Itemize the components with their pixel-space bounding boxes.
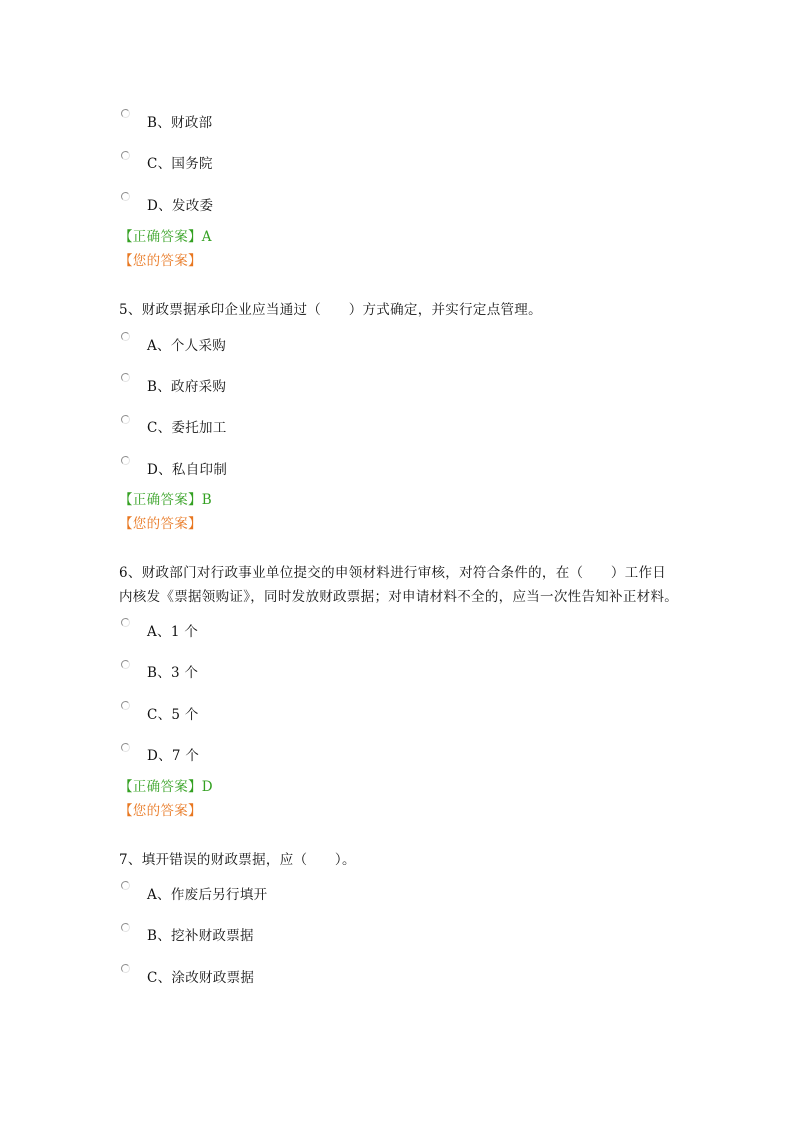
radio-q6-d[interactable] bbox=[121, 743, 130, 752]
option-q7-b: B、挖补财政票据 bbox=[147, 928, 254, 944]
your-answer-q4: 【您的答案】 bbox=[119, 253, 202, 269]
radio-q7-b[interactable] bbox=[121, 923, 130, 932]
radio-q6-c[interactable] bbox=[121, 701, 130, 710]
radio-q7-a[interactable] bbox=[121, 881, 130, 890]
radio-q4-d[interactable] bbox=[121, 192, 130, 201]
radio-q5-d[interactable] bbox=[121, 456, 130, 465]
your-answer-q5: 【您的答案】 bbox=[119, 516, 202, 532]
option-q6-b: B、3 个 bbox=[147, 665, 199, 681]
option-q6-d: D、7 个 bbox=[147, 748, 200, 764]
radio-q5-b[interactable] bbox=[121, 373, 130, 382]
option-q5-b: B、政府采购 bbox=[147, 379, 227, 395]
your-answer-q6: 【您的答案】 bbox=[119, 803, 202, 819]
option-q4-b: B、财政部 bbox=[147, 115, 213, 131]
radio-q4-c[interactable] bbox=[121, 151, 130, 160]
radio-q5-a[interactable] bbox=[121, 332, 130, 341]
option-q7-c: C、涂改财政票据 bbox=[147, 970, 255, 986]
radio-q7-c[interactable] bbox=[121, 964, 130, 973]
radio-q5-c[interactable] bbox=[121, 415, 130, 424]
option-q6-c: C、5 个 bbox=[147, 707, 199, 723]
question-6-stem-line2: 内核发《票据领购证》，同时发放财政票据；对申请材料不全的，应当一次性告知补正材料。 bbox=[119, 589, 679, 605]
correct-answer-q5: 【正确答案】B bbox=[119, 492, 213, 508]
question-5-stem: 5、财政票据承印企业应当通过（ ）方式确定，并实行定点管理。 bbox=[119, 302, 542, 318]
option-q6-a: A、1 个 bbox=[147, 624, 199, 640]
option-q5-a: A、个人采购 bbox=[147, 338, 227, 354]
question-7-stem: 7、填开错误的财政票据，应（ ）。 bbox=[119, 852, 356, 868]
correct-answer-q4: 【正确答案】A bbox=[119, 229, 212, 245]
question-6-stem-line1: 6、财政部门对行政事业单位提交的申领材料进行审核，对符合条件的，在（ ）工作日 bbox=[119, 565, 667, 581]
radio-q6-b[interactable] bbox=[121, 660, 130, 669]
correct-answer-q6: 【正确答案】D bbox=[119, 779, 213, 795]
radio-q4-b[interactable] bbox=[121, 109, 130, 118]
option-q4-c: C、国务院 bbox=[147, 156, 213, 172]
option-q5-d: D、私自印制 bbox=[147, 462, 228, 478]
radio-q6-a[interactable] bbox=[121, 618, 130, 627]
option-q5-c: C、委托加工 bbox=[147, 420, 227, 436]
option-q7-a: A、作废后另行填开 bbox=[147, 887, 268, 903]
option-q4-d: D、发改委 bbox=[147, 198, 214, 214]
